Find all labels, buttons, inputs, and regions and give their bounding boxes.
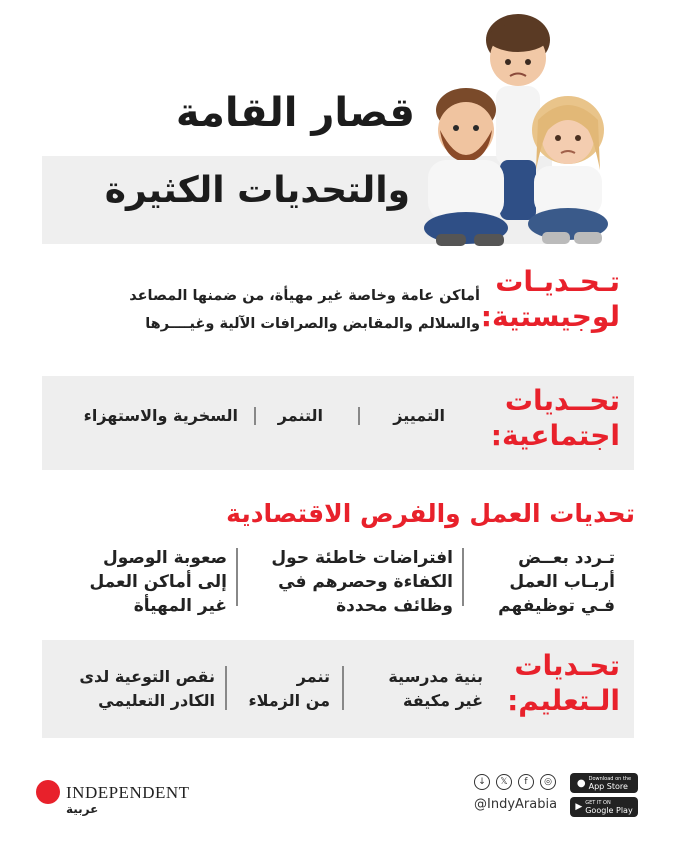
social-label <box>480 383 620 453</box>
divider <box>342 666 344 710</box>
facebook-icon[interactable]: f <box>518 774 534 790</box>
social-label-line1: تحــديات <box>504 384 620 417</box>
divider <box>236 548 238 606</box>
social-handle[interactable]: @IndyArabia <box>474 797 558 812</box>
education-item-line: بنية مدرسية <box>388 667 483 686</box>
education-label-line2: الـتعليم: <box>507 684 620 717</box>
social-item-discrimination: التمييز <box>393 406 445 425</box>
logistics-text-line2: والسلالم والمقابض والصرافات الآلية وغيــــرها <box>145 316 480 332</box>
work-item-line: غير المهيأة <box>133 596 227 616</box>
work-item-line: إلى أماكن العمل <box>89 572 227 592</box>
work-item-assumptions <box>238 546 453 618</box>
education-item-infrastructure <box>343 665 483 713</box>
google-play-small: GET IT ON <box>585 800 611 806</box>
education-item-line: الكادر التعليمي <box>98 691 215 710</box>
education-item-line: تنمر <box>296 667 330 686</box>
education-item-line: من الزملاء <box>248 691 330 710</box>
play-icon: ▶ <box>575 802 583 812</box>
work-heading: تحديات العمل والفرص الاقتصادية <box>226 499 635 528</box>
app-store-button[interactable] <box>570 773 638 793</box>
divider <box>462 548 464 606</box>
divider <box>358 407 360 425</box>
logistics-label-line2: لوجيستية: <box>480 300 620 333</box>
education-item-line: غير مكيفة <box>403 691 483 710</box>
social-icons <box>474 774 556 790</box>
social-label-line2: اجتماعية: <box>490 419 620 452</box>
divider <box>225 666 227 710</box>
google-play-label: Google Play <box>585 806 633 815</box>
work-item-line: افتراضات خاطئة حول <box>271 548 453 568</box>
logistics-label-line1: تـحـديـات <box>495 265 620 298</box>
logistics-label <box>480 264 620 334</box>
apple-icon: ● <box>576 777 586 789</box>
education-label <box>490 648 620 718</box>
download-icon[interactable]: ↓ <box>474 774 490 790</box>
app-store-label: App Store <box>588 782 628 791</box>
work-item-line: فـي توظيفهم <box>498 596 615 616</box>
work-item-line: تـردد بعــض <box>518 548 615 568</box>
characters-illustration <box>418 10 618 250</box>
x-icon[interactable]: 𝕏 <box>496 774 512 790</box>
google-play-button[interactable] <box>570 797 638 817</box>
social-item-mockery: السخرية والاستهزاء <box>83 406 238 425</box>
page-title-line1: قصار القامة <box>175 90 415 136</box>
education-item-bullying <box>230 665 330 713</box>
education-label-line1: تحـديات <box>514 649 620 682</box>
logistics-text <box>60 282 480 338</box>
instagram-icon[interactable]: ◎ <box>540 774 556 790</box>
brand-sub: عربية <box>66 802 99 816</box>
brand-name: INDEPENDENT <box>66 783 190 802</box>
work-item-line: أربـاب العمل <box>509 572 615 592</box>
app-store-small: Download on the <box>588 776 632 782</box>
independent-logo-icon <box>36 780 60 804</box>
page-title-line2: والتحديات الكثيرة <box>104 170 410 211</box>
social-item-bullying: التنمر <box>277 406 323 425</box>
logistics-text-line1: أماكن عامة وخاصة غير مهيأة، من ضمنها المصاعد <box>129 288 480 304</box>
work-item-employers <box>465 546 615 618</box>
education-item-awareness <box>45 665 215 713</box>
divider <box>254 407 256 425</box>
work-item-line: صعوبة الوصول <box>103 548 227 568</box>
work-item-access <box>57 546 227 618</box>
work-item-line: الكفاءة وحصرهم في <box>278 572 453 592</box>
education-item-line: نقص التوعية لدى <box>79 667 215 686</box>
work-item-line: وظائف محددة <box>336 596 453 616</box>
